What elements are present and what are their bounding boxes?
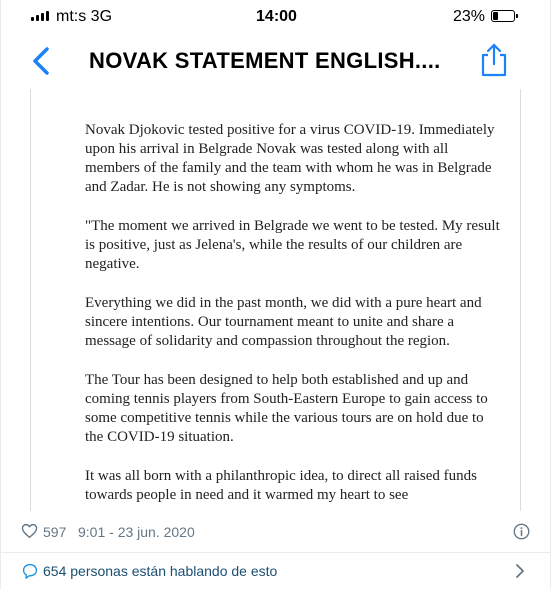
share-icon[interactable] (477, 42, 511, 78)
battery-fill (493, 12, 498, 20)
document-viewer[interactable] (30, 89, 521, 511)
battery-tip (516, 14, 518, 18)
conversation-link[interactable] (1, 553, 550, 589)
paragraph-4: The Tour has been designed to help both established and up and coming tennis players from South-Eastern Europe to gain access to some competitive tennis while the various tours are on hold due to the COVID-19 situation. (85, 372, 488, 445)
battery-icon (491, 10, 515, 22)
like-count: 597 (43, 524, 67, 540)
document-title: NOVAK STATEMENT ENGLISH.... (89, 48, 441, 73)
conversation-count-text: 654 personas están hablando de esto (43, 563, 278, 579)
info-icon[interactable] (513, 523, 530, 540)
paragraph-5: It was all born with a philanthropic idea, to direct all raised funds towards people in need and it warmed my heart to see (85, 468, 477, 503)
speech-bubble-icon (22, 563, 38, 579)
chevron-left-icon[interactable] (29, 44, 53, 78)
status-bar (1, 0, 550, 34)
statement-text (85, 121, 505, 511)
paragraph-1: Novak Djokovic tested positive for a virus COVID-19. Immediately upon his arrival in Belgrade Novak was tested along with all members of the family and the team with whom he was in Belgrade and Zadar. He is not showing any symptoms. (85, 122, 495, 195)
battery-percent: 23% (453, 8, 486, 25)
chevron-right-icon (515, 563, 525, 579)
paragraph-3: Everything we did in the past month, we did with a pure heart and sincere intentions. Our tournament meant to unite and share a message of solidarity and compassion throughout the region. (85, 295, 482, 349)
document-nav-bar (1, 34, 550, 88)
tweet-meta-row (1, 520, 550, 542)
paragraph-2: "The moment we arrived in Belgrade we went to be tested. My result is positive, just as Jelena's, while the results of our children are negative. (85, 218, 500, 272)
clock: 14:00 (256, 8, 297, 25)
heart-icon[interactable] (21, 523, 38, 539)
tweet-timestamp[interactable]: 9:01 - 23 jun. 2020 (78, 524, 195, 540)
carrier-label: mt:s 3G (56, 8, 113, 25)
